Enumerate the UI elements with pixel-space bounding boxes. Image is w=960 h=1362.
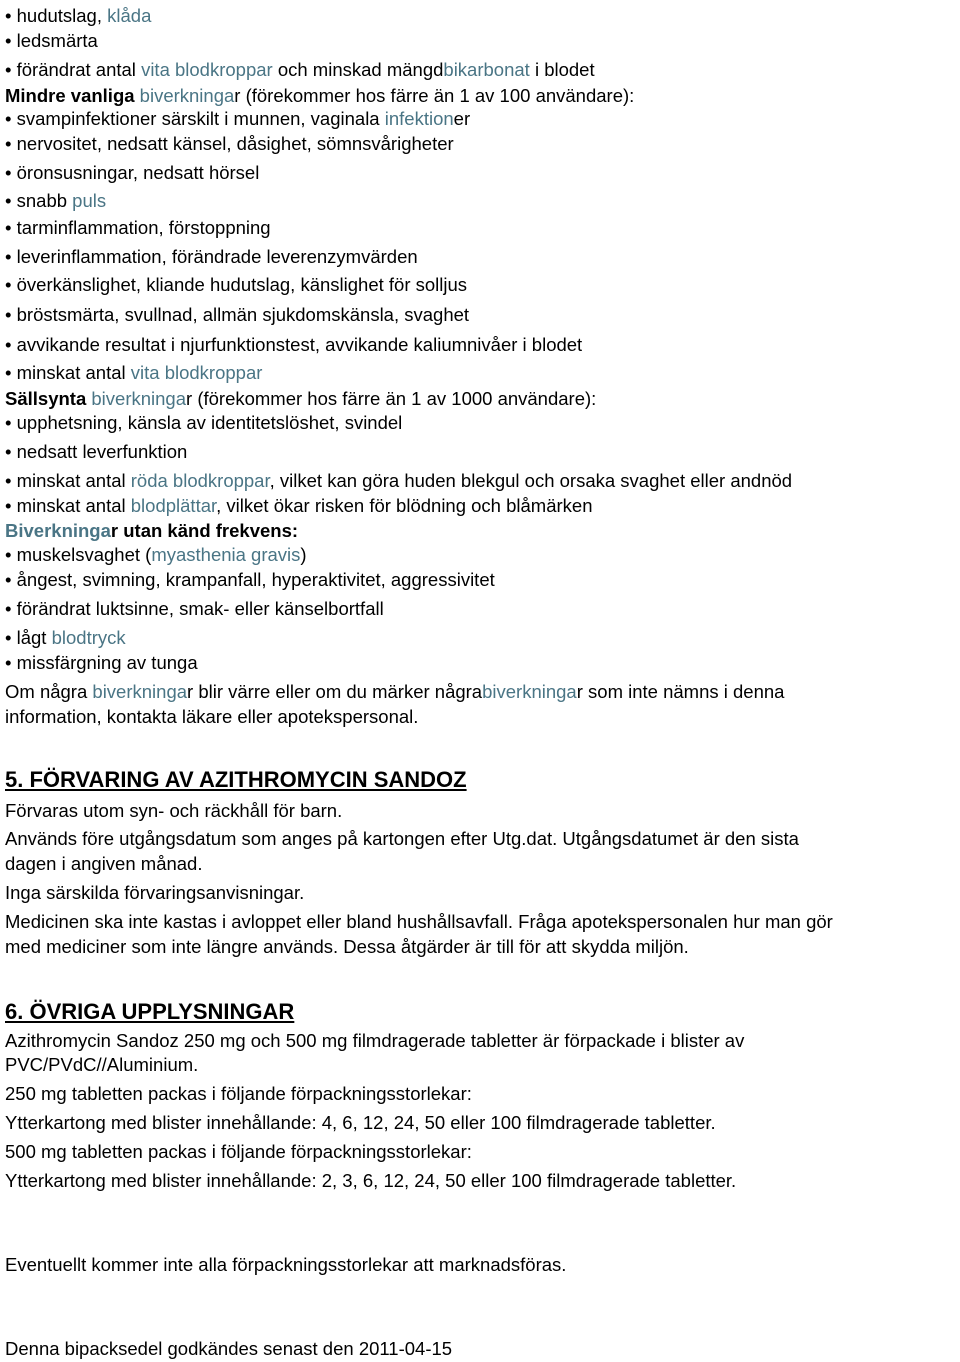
text-span: Sällsynta (5, 388, 92, 409)
glossary-link[interactable]: vita blodkroppar (130, 362, 263, 383)
glossary-link[interactable]: vita blodkroppar (141, 59, 273, 80)
glossary-link[interactable]: röda blodkroppar (130, 470, 270, 491)
text-span: r utan känd frekvens: (110, 520, 299, 541)
text-span: , vilket kan göra huden blekgul och orsaka svaghet eller andnöd (269, 470, 793, 491)
text-span: Ytterkartong med blister innehållande: 2, 3, 6, 12, 24, 50 eller 100 filmdragerade tabletter. (5, 1170, 737, 1191)
text-span: • nedsatt leverfunktion (5, 441, 188, 462)
glossary-link[interactable]: myasthenia gravis (151, 544, 301, 565)
text-span: information, kontakta läkare eller apotekspersonal. (5, 706, 419, 727)
text-line (5, 388, 596, 410)
text-line (5, 853, 202, 875)
text-line (5, 304, 469, 326)
text-span: Azithromycin Sandoz 250 mg och 500 mg filmdragerade tabletter är förpackade i blister av (5, 1030, 745, 1051)
text-span: • ångest, svimning, krampanfall, hyperaktivitet, aggressivitet (5, 569, 495, 590)
text-span: • lågt (5, 627, 52, 648)
glossary-link[interactable]: infektion (384, 108, 454, 129)
text-line (5, 598, 384, 620)
glossary-link[interactable]: Biverkninga (5, 520, 111, 541)
text-span: • öronsusningar, nedsatt hörsel (5, 162, 260, 183)
text-line (5, 1141, 472, 1163)
text-line (5, 362, 262, 384)
text-span: • snabb (5, 190, 73, 211)
text-line (5, 569, 495, 591)
text-line (5, 162, 259, 184)
text-span: • minskat antal (5, 362, 131, 383)
text-span: • ledsmärta (5, 30, 98, 51)
text-line (5, 1338, 452, 1360)
text-span: • avvikande resultat i njurfunktionstest, avvikande kaliumnivåer i blodet (5, 334, 583, 355)
text-line (5, 544, 307, 566)
text-span: och minskad mängd (272, 59, 444, 80)
glossary-link[interactable]: bikarbonat (443, 59, 530, 80)
text-line (5, 190, 106, 212)
text-span: Förvaras utom syn- och räckhåll för barn. (5, 800, 343, 821)
text-line (5, 520, 298, 542)
glossary-link[interactable]: biverkninga (92, 681, 188, 702)
text-span: • muskelsvaghet ( (5, 544, 152, 565)
text-span: • svampinfektioner särskilt i munnen, vaginala (5, 108, 385, 129)
text-span: • missfärgning av tunga (5, 652, 198, 673)
text-line (5, 828, 799, 850)
glossary-link[interactable]: blodtryck (51, 627, 126, 648)
text-span: 500 mg tabletten packas i följande förpackningsstorlekar: (5, 1141, 472, 1162)
glossary-link[interactable]: biverkninga (91, 388, 187, 409)
text-span: 250 mg tabletten packas i följande förpackningsstorlekar: (5, 1083, 472, 1104)
text-span: er (453, 108, 471, 129)
text-span: • upphetsning, känsla av identitetslöshet, svindel (5, 412, 403, 433)
text-span: med mediciner som inte längre används. Dessa åtgärder är till för att skydda miljön. (5, 936, 689, 957)
text-span: • leverinflammation, förändrade leverenzymvärden (5, 246, 418, 267)
text-line (5, 936, 689, 958)
text-line (5, 30, 98, 52)
text-line (5, 769, 467, 792)
text-span: Mindre vanliga (5, 85, 140, 106)
text-line (5, 911, 833, 933)
text-line (5, 246, 418, 268)
glossary-link[interactable]: puls (72, 190, 107, 211)
text-span: • tarminflammation, förstoppning (5, 217, 271, 238)
text-line (5, 627, 126, 649)
text-span: ) (300, 544, 307, 565)
text-line (5, 59, 595, 81)
text-span: Medicinen ska inte kastas i avloppet eller bland hushållsavfall. Fråga apotekspersonalen hur man gör (5, 911, 833, 932)
text-span: dagen i angiven månad. (5, 853, 203, 874)
text-line (5, 217, 271, 239)
text-line (5, 1030, 744, 1052)
text-line (5, 1112, 716, 1134)
text-line (5, 412, 402, 434)
text-line (5, 133, 454, 155)
text-line (5, 441, 187, 463)
text-line (5, 495, 593, 517)
text-line (5, 108, 470, 130)
text-span: Används före utgångsdatum som anges på kartongen efter Utg.dat. Utgångsdatumet är den sista (5, 828, 799, 849)
text-span: • nervositet, nedsatt känsel, dåsighet, sömnsvårigheter (5, 133, 454, 154)
text-line (5, 470, 792, 492)
text-span: • förändrat antal (5, 59, 142, 80)
text-line (5, 681, 784, 703)
text-span: Eventuellt kommer inte alla förpackningsstorlekar att marknadsföras. (5, 1254, 567, 1275)
text-span: • bröstsmärta, svullnad, allmän sjukdomskänsla, svaghet (5, 304, 470, 325)
text-span: r (förekommer hos färre än 1 av 100 användare): (234, 85, 635, 106)
text-line (5, 1083, 472, 1105)
text-span: r blir värre eller om du märker några (187, 681, 483, 702)
text-span: • minskat antal (5, 495, 131, 516)
text-span: i blodet (529, 59, 595, 80)
text-line (5, 800, 342, 822)
text-line (5, 1170, 736, 1192)
text-span: r som inte nämns i denna (576, 681, 785, 702)
text-span: Denna bipacksedel godkändes senast den 2011-04-15 (5, 1338, 453, 1359)
section-heading: 6. ÖVRIGA UPPLYSNINGAR (5, 999, 295, 1024)
text-span: Ytterkartong med blister innehållande: 4, 6, 12, 24, 50 eller 100 filmdragerade tabletter. (5, 1112, 716, 1133)
text-span: Om några (5, 681, 93, 702)
glossary-link[interactable]: biverkninga (482, 681, 577, 702)
glossary-link[interactable]: blodplättar (130, 495, 217, 516)
text-line (5, 85, 634, 107)
text-line (5, 652, 198, 674)
text-line (5, 1254, 566, 1276)
section-heading: 5. FÖRVARING AV AZITHROMYCIN SANDOZ (5, 767, 467, 792)
text-span: • förändrat luktsinne, smak- eller känselbortfall (5, 598, 384, 619)
text-line (5, 5, 151, 27)
glossary-link[interactable]: biverkninga (139, 85, 235, 106)
text-line (5, 882, 304, 904)
text-span: PVC/PVdC//Aluminium. (5, 1054, 199, 1075)
glossary-link[interactable]: klåda (107, 5, 152, 26)
text-line (5, 706, 418, 728)
text-line (5, 274, 467, 296)
text-span: r (förekommer hos färre än 1 av 1000 användare): (186, 388, 597, 409)
text-span: , vilket ökar risken för blödning och blåmärken (216, 495, 593, 516)
text-span: • hudutslag, (5, 5, 108, 26)
text-span: • överkänslighet, kliande hudutslag, känslighet för solljus (5, 274, 468, 295)
text-line (5, 334, 582, 356)
text-span: Inga särskilda förvaringsanvisningar. (5, 882, 305, 903)
text-line (5, 1001, 294, 1024)
text-line (5, 1054, 198, 1076)
text-span: • minskat antal (5, 470, 131, 491)
